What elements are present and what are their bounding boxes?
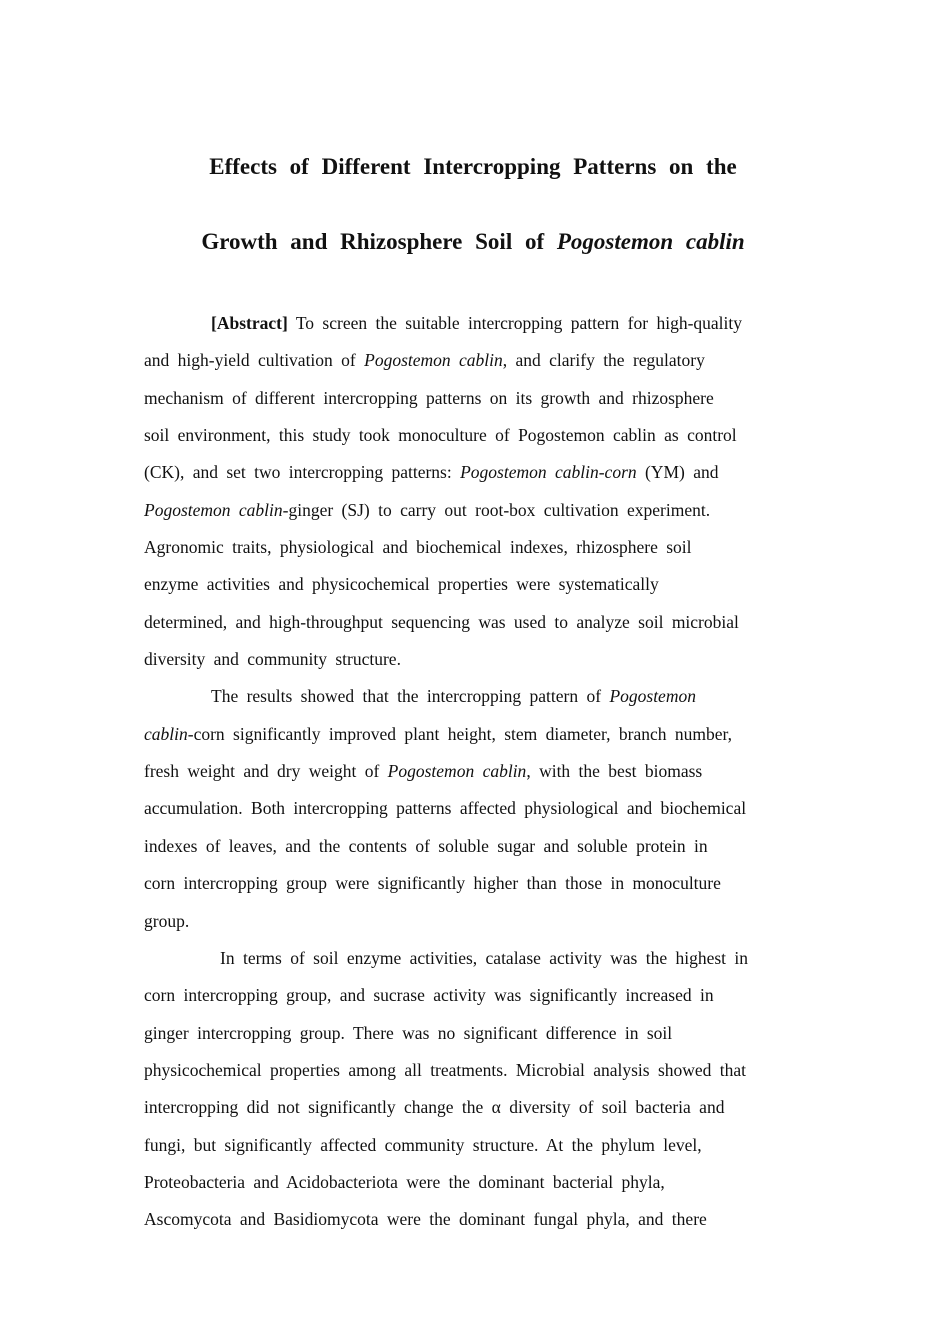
abstract-line: [144, 641, 808, 678]
abstract-line: [144, 828, 808, 865]
abstract-line: [144, 1164, 808, 1201]
line-text: intercropping did not significantly change the α diversity of soil bacteria and: [144, 1097, 725, 1118]
abstract-line: [144, 604, 808, 641]
species-name: Pogostemon: [609, 686, 696, 707]
species-name: Pogostemon cablin: [144, 499, 283, 520]
line-text: enzyme activities and physicochemical properties were systematically: [144, 574, 659, 595]
abstract-line: [144, 790, 808, 827]
line-text: (YM) and: [636, 462, 719, 483]
line-text: accumulation. Both intercropping patterns affected physiological and biochemical: [144, 798, 747, 819]
line-text: Proteobacteria and Acidobacteriota were the dominant bacterial phyla,: [144, 1171, 665, 1192]
paper-title-species: Pogostemon cablin: [556, 229, 745, 254]
paper-title-line-2: [0, 228, 948, 256]
line-text: -ginger (SJ) to carry out root-box cultivation experiment.: [282, 499, 711, 520]
line-text: group.: [144, 910, 190, 931]
line-text: (CK), and set two intercropping patterns:: [144, 462, 461, 483]
line-text: Agronomic traits, physiological and biochemical indexes, rhizosphere soil: [144, 537, 692, 558]
line-text: indexes of leaves, and the contents of soluble sugar and soluble protein in: [144, 835, 708, 856]
abstract-line: [144, 342, 808, 379]
line-text: mechanism of different intercropping patterns on its growth and rhizosphere: [144, 387, 714, 408]
species-name: Pogostemon cablin: [364, 350, 503, 371]
abstract-line: [144, 977, 808, 1014]
line-text: corn intercropping group were significantly higher than those in monoculture: [144, 873, 721, 894]
abstract-line: [144, 529, 808, 566]
abstract-line: [144, 417, 808, 454]
line-text: diversity and community structure.: [144, 649, 401, 670]
abstract-line: [144, 566, 808, 603]
line-text: -corn significantly improved plant height, stem diameter, branch number,: [187, 723, 733, 744]
abstract-line: [144, 678, 808, 715]
line-text: physicochemical properties among all treatments. Microbial analysis showed that: [144, 1059, 747, 1080]
abstract-line: [144, 940, 808, 977]
abstract-paragraph-1: [144, 305, 808, 678]
line-text: Ascomycota and Basidiomycota were the dominant fungal phyla, and there: [144, 1209, 707, 1230]
abstract-line: [144, 492, 808, 529]
abstract-paragraph-2: [144, 678, 808, 939]
abstract-line: [144, 1127, 808, 1164]
abstract-line: [144, 1015, 808, 1052]
line-text: To screen the suitable intercropping pattern for high-quality: [295, 313, 742, 333]
abstract-line: [144, 1089, 808, 1126]
paper-title-line-1: Effects of Different Intercropping Patterns on the: [209, 154, 737, 179]
line-text: corn intercropping group, and sucrase activity was significantly increased in: [144, 985, 714, 1006]
abstract-line: [144, 716, 808, 753]
abstract-paragraph-3: [144, 940, 808, 1239]
abstract-line: [144, 1201, 808, 1238]
abstract-line: [144, 865, 808, 902]
abstract-line: [144, 1052, 808, 1089]
paper-title-prefix: Growth and Rhizosphere Soil of: [201, 229, 545, 254]
line-text: In terms of soil enzyme activities, catalase activity was the highest in: [220, 947, 749, 968]
line-text: fungi, but significantly affected community structure. At the phylum level,: [144, 1134, 702, 1155]
line-text: fresh weight and dry weight of: [144, 761, 388, 782]
abstract-label: [Abstract]: [211, 313, 288, 333]
line-text: , and clarify the regulatory: [502, 350, 705, 371]
line-text: and high-yield cultivation of: [144, 350, 365, 371]
abstract-line: [144, 305, 808, 342]
line-text: ginger intercropping group. There was no significant difference in soil: [144, 1022, 673, 1043]
abstract-body: [144, 305, 808, 1239]
abstract-line: [144, 454, 808, 491]
line-text: soil environment, this study took monoculture of Pogostemon cablin as control: [144, 425, 737, 446]
line-text: The results showed that the intercropping pattern of: [211, 686, 610, 707]
abstract-line: [144, 903, 808, 940]
abstract-line: [144, 753, 808, 790]
species-name: Pogostemon cablin-corn: [460, 462, 637, 483]
line-text: , with the best biomass: [526, 761, 703, 782]
species-name: cablin: [144, 723, 188, 744]
line-text: determined, and high-throughput sequencing was used to analyze soil microbial: [144, 611, 739, 632]
abstract-line: [144, 380, 808, 417]
species-name: Pogostemon cablin: [387, 761, 527, 782]
